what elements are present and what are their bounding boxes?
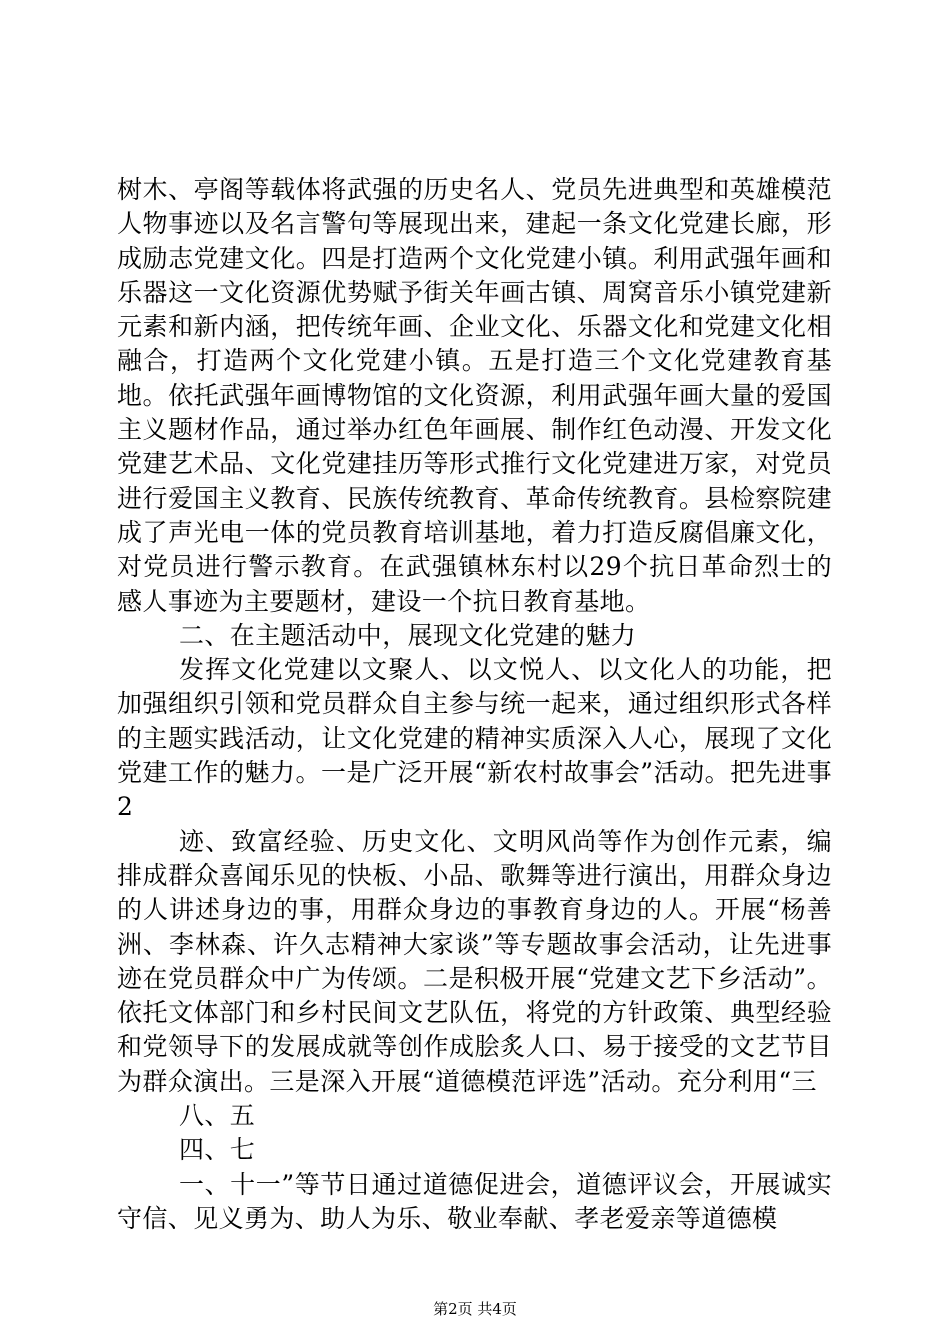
section-heading: 二、在主题活动中，展现文化党建的魅力 (179, 620, 637, 650)
paragraph-6: 一、十一”等节日通过道德促进会，道德评议会，开展诚实守信、见义勇为、助人为乐、敬业奉献、孝老爱亲等道德模 (117, 1169, 832, 1233)
paragraph-2: 发挥文化党建以文聚人、以文悦人、以文化人的功能，把加强组织引领和党员群众自主参与统一起来，通过组织形式各样的主题实践活动，让文化党建的精神实质深入人心，展现了文化党建工作的魅力。一是广泛开展“新农村故事会”活动。把先进事2 (117, 655, 832, 822)
paragraph-3: 迹、致富经验、历史文化、文明风尚等作为创作元素，编排成群众喜闻乐见的快板、小品、歌舞等进行演出，用群众身边的人讲述身边的事，用群众身边的事教育身边的人。开展“杨善洲、李林森、许久志精神大家谈”等专题故事会活动，让先进事迹在党员群众中广为传颂。二是积极开展“党建文艺下乡活动”。依托文体部门和乡村民间文艺队伍，将党的方针政策、典型经验和党领导下的发展成就等创作成脍炙人口、易于接受的文艺节目为群众演出。三是深入开展“道德模范评选”活动。充分利用“三 (117, 826, 832, 1096)
paragraph-5: 四、七 (179, 1135, 256, 1165)
document-body (117, 173, 832, 1236)
paragraph-1: 树木、亭阁等载体将武强的历史名人、党员先进典型和英雄模范人物事迹以及名言警句等展现出来，建起一条文化党建长廊，形成励志党建文化。四是打造两个文化党建小镇。利用武强年画和乐器这一文化资源优势赋予街关年画古镇、周窝音乐小镇党建新元素和新内涵，把传统年画、企业文化、乐器文化和党建文化相融合，打造两个文化党建小镇。五是打造三个文化党建教育基地。依托武强年画博物馆的文化资源，利用武强年画大量的爱国主义题材作品，通过举办红色年画展、制作红色动漫、开发文化党建艺术品、文化党建挂历等形式推行文化党建进万家，对党员进行爱国主义教育、民族传统教育、革命传统教育。县检察院建成了声光电一体的党员教育培训基地，着力打造反腐倡廉文化，对党员进行警示教育。在武强镇林东村以29个抗日革命烈士的感人事迹为主要题材，建设一个抗日教育基地。 (117, 175, 832, 616)
paragraph-4: 八、五 (179, 1101, 256, 1131)
page-number-footer: 第2页 共4页 (433, 1300, 517, 1318)
